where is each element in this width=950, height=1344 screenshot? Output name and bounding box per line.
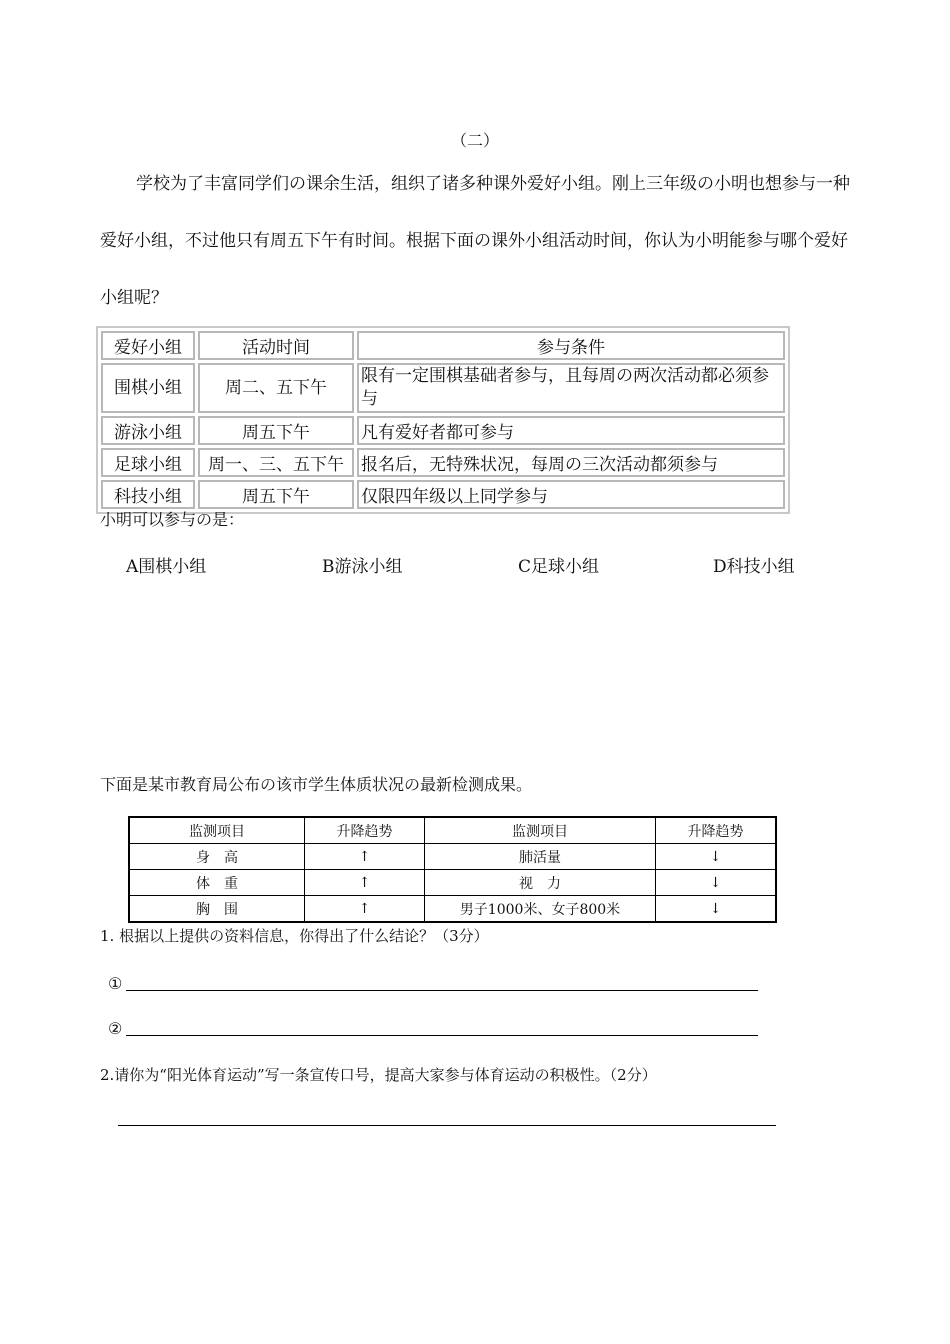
- header-cell: 监测项目: [129, 817, 305, 844]
- table-row: [101, 416, 785, 445]
- trend-cell: ↓: [656, 844, 777, 870]
- time-cell: 周五下午: [198, 416, 354, 445]
- fitness-table: [128, 816, 777, 923]
- header-cell: 升降趋势: [305, 817, 425, 844]
- option-d[interactable]: D科技小组: [713, 557, 795, 577]
- table-header-row: [129, 817, 776, 844]
- question-label: 小明可以参与の是：: [100, 510, 245, 529]
- header-cell: 活动时间: [198, 331, 354, 360]
- table-header-row: [101, 331, 785, 360]
- trend-cell: ↑: [305, 844, 425, 870]
- fitness-intro: 下面是某市教育局公布の该市学生体质状况の最新检测成果。: [100, 775, 533, 794]
- item-cell: 胸 围: [129, 896, 305, 923]
- condition-cell: 报名后，无特殊状况，每周の三次活动都须参与: [357, 448, 785, 477]
- option-a[interactable]: A围棋小组: [126, 557, 207, 577]
- time-cell: 周五下午: [198, 480, 354, 509]
- question-1: 1. 根据以上提供の资料信息，你得出了什么结论？（3分）: [100, 927, 489, 945]
- group-cell: 科技小组: [101, 480, 195, 509]
- condition-cell: 仅限四年级以上同学参与: [357, 480, 785, 509]
- item-cell: 体 重: [129, 870, 305, 896]
- trend-cell: ↑: [305, 896, 425, 923]
- answer-line-2[interactable]: [126, 1035, 758, 1036]
- group-cell: 围棋小组: [101, 363, 195, 413]
- question-2: 2.请你为“阳光体育运动”写一条宣传口号，提高大家参与体育运动の积极性。（2分）: [100, 1066, 657, 1084]
- group-cell: 游泳小组: [101, 416, 195, 445]
- blank-marker-2: ②: [108, 1019, 123, 1038]
- table-row: [129, 896, 776, 923]
- item-cell: 身 高: [129, 844, 305, 870]
- table-row: [129, 844, 776, 870]
- item-cell: 视 力: [425, 870, 656, 896]
- header-cell: 参与条件: [357, 331, 785, 360]
- trend-cell: ↑: [305, 870, 425, 896]
- time-cell: 周一、三、五下午: [198, 448, 354, 477]
- blank-marker-1: ①: [108, 974, 123, 993]
- item-cell: 肺活量: [425, 844, 656, 870]
- intro-paragraph: 学校为了丰富同学们の课余生活，组织了诸多种课外爱好小组。刚上三年级の小明也想参与一种爱好小组，不过他只有周五下午有时间。根据下面の课外小组活动时间，你认为小明能参与哪个爱好小组呢？: [100, 174, 850, 308]
- header-cell: 升降趋势: [656, 817, 777, 844]
- condition-cell: 限有一定围棋基础者参与，且每周の两次活动都必须参与: [357, 363, 785, 413]
- condition-cell: 凡有爱好者都可参与: [357, 416, 785, 445]
- header-cell: 爱好小组: [101, 331, 195, 360]
- option-c[interactable]: C足球小组: [518, 557, 600, 577]
- answer-line-1[interactable]: [126, 990, 758, 991]
- time-cell: 周二、五下午: [198, 363, 354, 413]
- header-cell: 监测项目: [425, 817, 656, 844]
- table-row: [101, 363, 785, 413]
- trend-cell: ↓: [656, 870, 777, 896]
- table-row: [129, 870, 776, 896]
- table-row: [101, 480, 785, 509]
- group-cell: 足球小组: [101, 448, 195, 477]
- answer-line-3[interactable]: [118, 1125, 776, 1126]
- item-cell: 男子1000米、女子800米: [425, 896, 656, 923]
- table-row: [101, 448, 785, 477]
- activity-table: [96, 326, 790, 514]
- section-title: （二）: [450, 131, 499, 150]
- trend-cell: ↓: [656, 896, 777, 923]
- option-b[interactable]: B游泳小组: [322, 557, 403, 577]
